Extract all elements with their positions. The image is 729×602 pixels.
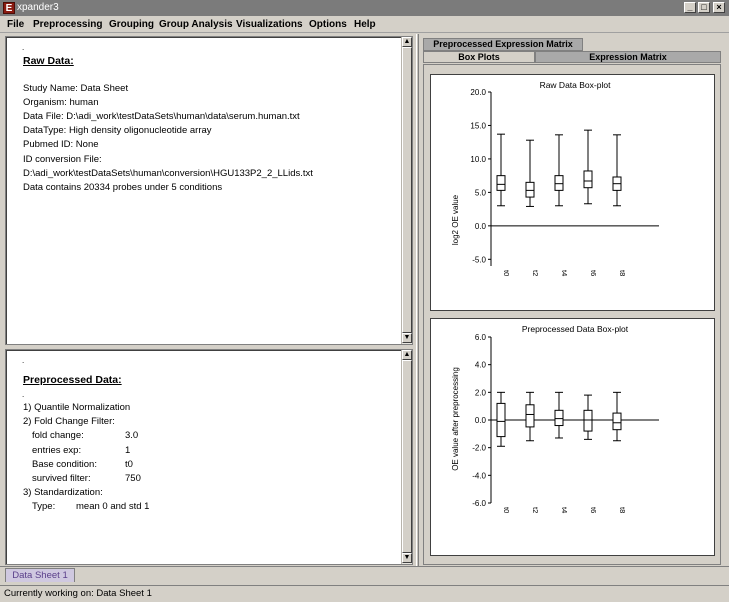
menu-visualizations[interactable]: Visualizations [236, 19, 303, 30]
y-tick-label: -6.0 [472, 499, 486, 508]
menu-group-analysis[interactable]: Group Analysis [159, 19, 233, 30]
type-value: mean 0 and std 1 [76, 501, 150, 512]
scroll-down-button[interactable]: ▼ [403, 554, 411, 561]
tab-preprocessed-expression-matrix[interactable]: Preprocessed Expression Matrix [423, 38, 583, 51]
scroll-up-button[interactable]: ▲ [403, 351, 411, 358]
x-tick-label: t2 [531, 507, 540, 514]
conversion-file-label: ID conversion File: [23, 154, 102, 165]
y-axis-label: OE value after preprocessing [451, 367, 460, 471]
y-tick-label: 6.0 [474, 333, 486, 342]
x-tick-label: t8 [618, 270, 627, 277]
base-condition-value: t0 [125, 459, 133, 470]
raw-box-plot-panel [430, 74, 715, 311]
x-tick-label: t6 [589, 270, 598, 277]
pubmed-line: Pubmed ID: None [23, 139, 99, 150]
data-file-line: Data File: D:\adi_work\testDataSets\human\data\serum.human.txt [23, 111, 300, 122]
quantile-normalization-line: 1) Quantile Normalization [23, 402, 131, 413]
survived-filter-value: 750 [125, 473, 141, 484]
menu-file[interactable]: File [7, 19, 25, 30]
fold-change-label: fold change: [32, 430, 84, 441]
raw-data-scrollbar[interactable] [401, 37, 412, 344]
box-t0 [497, 403, 505, 436]
raw-data-pane: . Raw Data: Study Name: Data Sheet Organism: human Data File: D:\adi_work\testDataSets\human\data\serum.human.txt DataType: High density oligonucleotide array Pubmed ID: None ID conversion File: D:\adi_work\testDataSets\human\conversion\HGU133P2_2_LLids.txt Data contains 20334 probes under 5 conditions ▲ ▼ [5, 36, 413, 345]
x-tick-label: t8 [618, 507, 627, 514]
y-tick-label: 10.0 [470, 154, 486, 164]
box-t2 [526, 182, 534, 197]
y-tick-label: -4.0 [472, 471, 486, 481]
base-condition-label: Base condition: [32, 459, 97, 470]
maximize-button[interactable]: □ [698, 2, 710, 13]
box-t4 [555, 410, 563, 425]
menu-grouping[interactable]: Grouping [109, 19, 154, 30]
chart-title: Preprocessed Data Box-plot [521, 324, 629, 334]
menu-bar [0, 16, 729, 33]
status-bar [0, 585, 729, 602]
data-summary-line: Data contains 20334 probes under 5 conditions [23, 182, 223, 193]
menu-options[interactable]: Options [309, 19, 347, 30]
vertical-splitter[interactable] [416, 34, 419, 566]
x-tick-label: t0 [502, 270, 511, 277]
entries-label: entries exp: [32, 445, 82, 456]
study-name-line: Study Name: Data Sheet [23, 83, 129, 94]
sheet-tab-data-sheet-1[interactable]: Data Sheet 1 [5, 568, 75, 582]
y-tick-label: 4.0 [474, 360, 486, 370]
raw-box-plot-chart [431, 75, 714, 310]
scroll-down-button[interactable]: ▼ [403, 334, 411, 341]
organism-line: Organism: human [23, 97, 99, 108]
y-tick-label: -2.0 [472, 443, 486, 453]
entries-value: 1 [125, 445, 131, 456]
box-t2 [526, 405, 534, 427]
title-bar [0, 0, 729, 16]
preprocessed-data-heading: Preprocessed Data: [23, 374, 122, 386]
menu-preprocessing[interactable]: Preprocessing [33, 19, 103, 30]
x-tick-label: t4 [560, 270, 569, 277]
fold-change-value: 3.0 [125, 430, 139, 441]
y-tick-label: -5.0 [472, 255, 486, 265]
sheet-tab-strip [0, 566, 729, 585]
preprocessed-box-plot-panel [430, 318, 715, 556]
preprocessed-data-pane: . Preprocessed Data: . 1) Quantile Normalization 2) Fold Change Filter: fold change: 3.0 entries exp: 1 Base condition: t0 survived filter: 750 3) Standardization: Type: mean 0 and std 1 ▲ ▼ [5, 349, 413, 565]
tab-box-plots[interactable]: Box Plots [423, 51, 535, 63]
close-button[interactable]: × [713, 2, 725, 13]
y-tick-label: 0.0 [474, 416, 486, 425]
chart-title: Raw Data Box-plot [539, 80, 611, 90]
y-tick-label: 0.0 [474, 221, 486, 231]
y-tick-label: 20.0 [470, 88, 486, 97]
window-title: xpander3 [17, 2, 59, 13]
scroll-up-button[interactable]: ▲ [403, 38, 411, 45]
preprocessed-data-scrollbar[interactable] [401, 350, 412, 564]
tab-expression-matrix[interactable]: Expression Matrix [535, 51, 721, 63]
box-t6 [584, 410, 592, 431]
x-tick-label: t2 [531, 270, 540, 277]
scroll-thumb[interactable] [402, 360, 412, 553]
minimize-button[interactable]: _ [684, 2, 696, 13]
menu-help[interactable]: Help [354, 19, 376, 30]
box-t8 [613, 413, 621, 430]
conversion-file-path: D:\adi_work\testDataSets\human\conversion\HGU133P2_2_LLids.txt [23, 168, 313, 179]
x-tick-label: t0 [502, 507, 511, 514]
box-t6 [584, 171, 592, 188]
app-icon: E [3, 2, 15, 14]
standardization-line: 3) Standardization: [23, 487, 103, 498]
survived-filter-label: survived filter: [32, 473, 91, 484]
y-tick-label: 2.0 [474, 388, 486, 398]
raw-data-heading: Raw Data: [23, 55, 74, 67]
scroll-thumb[interactable] [402, 47, 412, 333]
y-tick-label: 5.0 [474, 188, 486, 198]
x-tick-label: t4 [560, 507, 569, 514]
preprocessed-box-plot-chart [431, 319, 714, 555]
data-type-line: DataType: High density oligonucleotide array [23, 125, 212, 136]
type-label: Type: [32, 501, 56, 512]
status-text: Currently working on: Data Sheet 1 [4, 588, 152, 599]
y-tick-label: 15.0 [470, 121, 486, 131]
box-t4 [555, 176, 563, 191]
y-axis-label: log2 OE value [451, 194, 460, 246]
x-tick-label: t6 [589, 507, 598, 514]
box-t0 [497, 176, 505, 191]
fold-change-filter-line: 2) Fold Change Filter: [23, 416, 115, 427]
